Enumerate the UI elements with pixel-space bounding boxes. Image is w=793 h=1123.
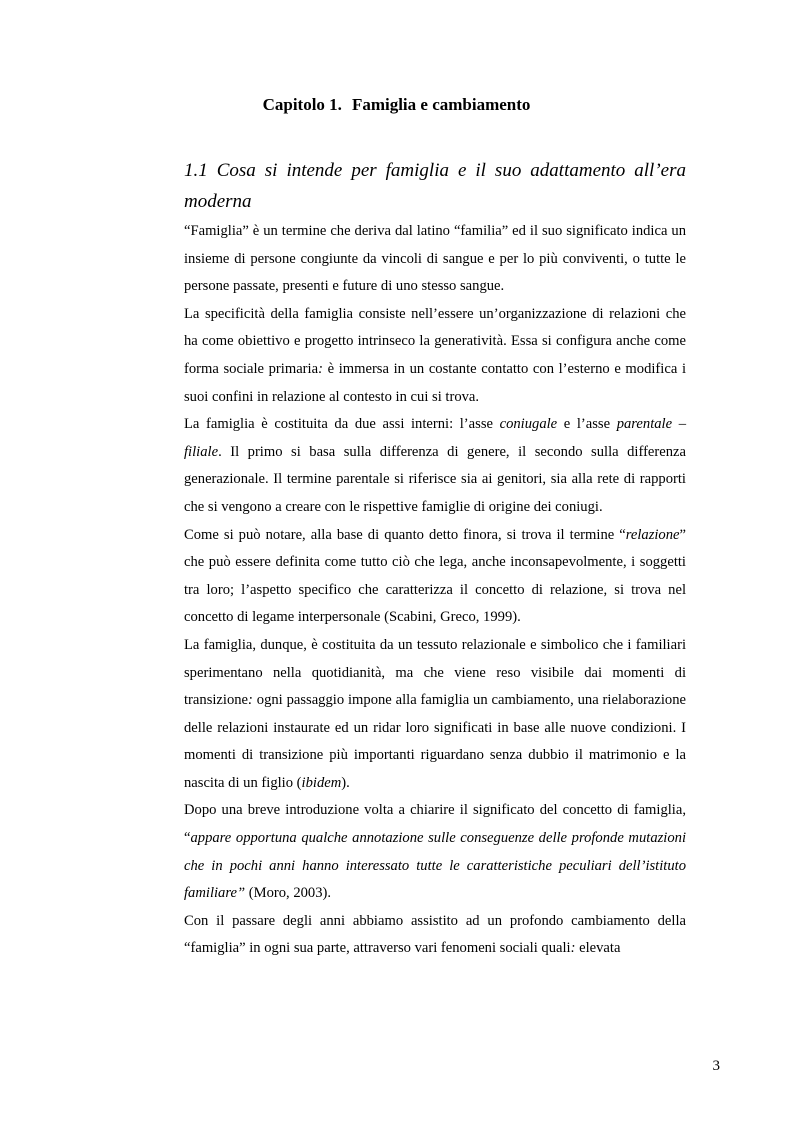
text-run: ).: [341, 774, 350, 791]
text-run: . Il primo si basa sulla differenza di genere, il secondo sulla differenza generazionale. Il termine parentale si riferisce sia ai genitori, sia alla rete di rapporti che si vengono a creare con le rispettive famiglie di origine dei coniugi.: [184, 443, 686, 515]
page-number: 3: [712, 1058, 720, 1074]
italic-text: ibidem: [301, 774, 342, 791]
paragraph: [184, 411, 686, 521]
italic-text: parentale – filiale: [184, 416, 686, 460]
citation: (Moro, 2003).: [245, 885, 332, 902]
text-run: La famiglia, dunque, è costituita da un tessuto relazionale e simbolico che i familiari sperimentano nella quotidianità, ma che viene reso visibile dai momenti di transizione: [184, 636, 686, 709]
paragraph: [184, 797, 686, 907]
italic-text: coniugale: [499, 416, 558, 433]
italic-text: :: [318, 360, 323, 377]
italic-text: :: [570, 940, 576, 957]
chapter-title: Famiglia e cambiamento: [351, 95, 531, 114]
text-run: Con il passare degli anni abbiamo assistito ad un profondo cambiamento della “famiglia” in ogni sua parte, attraverso vari fenomeni sociali quali: [184, 912, 686, 957]
paragraph: [184, 218, 686, 301]
text-run: elevata: [575, 940, 621, 957]
body-text: [184, 218, 686, 963]
text-run: e l’asse: [557, 416, 617, 433]
text-run: “Famiglia” è un termine che deriva dal latino “familia” ed il suo significato indica un insieme di persone congiunte da vincoli di sangue e per lo più conviventi, o tutte le persone passate, presenti e future di uno stesso sangue.: [184, 223, 686, 295]
paragraph: [184, 908, 686, 963]
chapter-heading: [0, 93, 793, 117]
paragraph: [184, 301, 686, 411]
text-run: La specificità della famiglia consiste nell’essere un’organizzazione di relazioni che ha come obiettivo e progetto intrinseco la generatività. Essa si configura anche come forma sociale primaria: [184, 305, 686, 377]
chapter-number: Capitolo 1.: [262, 95, 342, 114]
italic-text: relazione: [625, 526, 680, 543]
paragraph: [184, 522, 686, 632]
section-title: 1.1 Cosa si intende per famiglia e il suo adattamento all’era moderna: [184, 160, 686, 212]
quotation: appare opportuna qualche annotazione sulle conseguenze delle profonde mutazioni che in pochi anni hanno interessato tutte le caratteristiche peculiari dell’istituto familiare”: [184, 830, 686, 902]
italic-text: :: [248, 692, 253, 709]
text-run: La famiglia è costituita da due assi interni: l’asse: [184, 416, 500, 433]
text-run: ” che può essere definita come tutto ciò che lega, anche inconsapevolmente, i soggetti tra loro; l’aspetto specifico che caratterizza il concetto di relazione, si trova nel concetto di legame interpersonale (Scabini, Greco, 1999).: [184, 526, 686, 626]
text-run: è immersa in un costante contatto con l’esterno e modifica i suoi confini in relazione al contesto in cui si trova.: [184, 360, 686, 405]
section-heading: [184, 155, 686, 217]
text-run: ogni passaggio impone alla famiglia un cambiamento, una rielaborazione delle relazioni instaurate ed un ridar loro significati in base alle nuove condizioni. I momenti di transizione più importanti riguardano senza dubbio il matrimonio e la nascita di un figlio (: [184, 692, 686, 791]
text-run: Come si può notare, alla base di quanto detto finora, si trova il termine “: [184, 526, 626, 543]
text-run: Dopo una breve introduzione volta a chiarire il significato del concetto di famiglia, “: [184, 802, 686, 847]
paragraph: [184, 632, 686, 798]
